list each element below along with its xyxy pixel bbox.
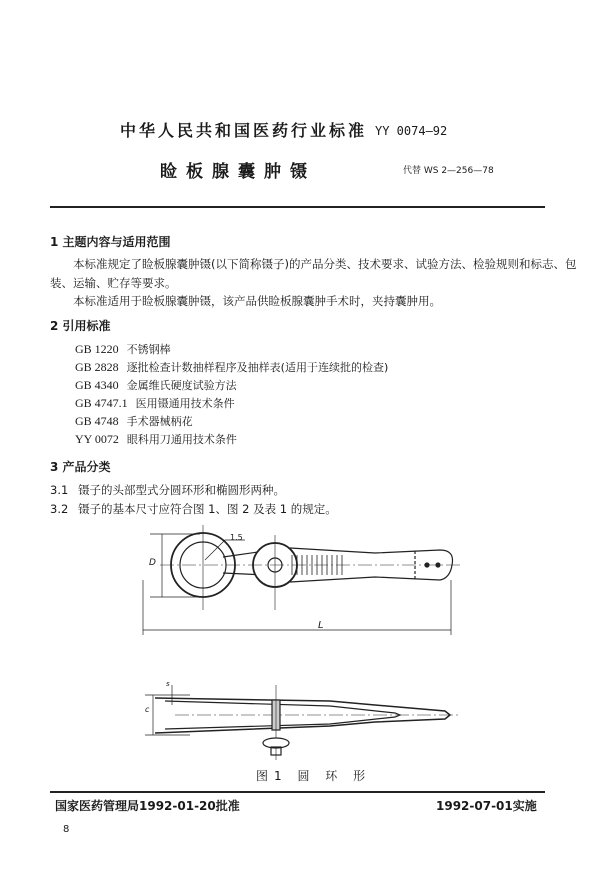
section-1-paragraph: 装、运输、贮存等要求。 [50, 276, 177, 290]
reference-code: GB 1220 [75, 342, 119, 356]
section-2-heading: 2 引用标准 [50, 319, 111, 333]
figure-caption: 图1 圆 环 形 [256, 769, 372, 783]
footer-rule [50, 791, 545, 793]
approval-note: 国家医药管理局1992-01-20批准 [55, 799, 240, 813]
dim-length-label: L [318, 620, 324, 631]
section-3-heading: 3 产品分类 [50, 460, 111, 474]
reference-title: 手术器械柄花 [126, 415, 193, 428]
dim-c-label: c [145, 705, 150, 714]
document-title: 睑板腺囊肿镊 [160, 162, 316, 182]
reference-code: GB 2828 [75, 360, 119, 374]
clause-text: 镊子的头部型式分圆环形和椭圆形两种。 [78, 483, 285, 497]
publisher-title: 中华人民共和国医药行业标准 [120, 121, 368, 140]
forceps-top-view-drawing [140, 520, 480, 650]
reference-item [75, 341, 171, 357]
reference-code: GB 4747.1 [75, 396, 128, 410]
reference-code: GB 4340 [75, 378, 119, 392]
clause-number: 3.2 [50, 502, 69, 516]
header-rule [50, 206, 545, 208]
reference-title: 逐批检查计数抽样程序及抽样表(适用于连续批的检查) [126, 361, 389, 374]
clause-number: 3.1 [50, 483, 69, 497]
reference-item [75, 395, 235, 411]
reference-title: 金属维氏硬度试验方法 [126, 379, 237, 392]
section-1-heading: 1 主题内容与适用范围 [50, 235, 171, 249]
clause-text: 镊子的基本尺寸应符合图 1、图 2 及表 1 的规定。 [78, 502, 337, 516]
standard-number: YY 0074—92 [375, 124, 448, 138]
reference-title: 眼科用刀通用技术条件 [126, 433, 237, 446]
clause-3-2 [50, 501, 337, 517]
reference-code: YY 0072 [75, 432, 119, 446]
reference-item [75, 413, 193, 429]
section-1-paragraph: 本标准规定了睑板腺囊肿镊(以下简称镊子)的产品分类、技术要求、试验方法、检验规则和标志、包 [73, 257, 577, 271]
reference-item [75, 359, 388, 375]
page-number: 8 [63, 824, 70, 835]
implementation-date: 1992-07-01实施 [436, 799, 537, 813]
replaces-note: 代替 WS 2—256—78 [403, 166, 494, 176]
forceps-side-view-drawing [140, 675, 480, 770]
reference-title: 医用镊通用技术条件 [135, 397, 235, 410]
reference-title: 不锈钢棒 [126, 343, 171, 356]
dim-thickness-label: 1.5 [230, 533, 243, 542]
reference-code: GB 4748 [75, 414, 119, 428]
reference-item [75, 377, 237, 393]
dim-diameter-label: D [149, 558, 156, 568]
clause-3-1 [50, 482, 285, 498]
section-1-paragraph: 本标准适用于睑板腺囊肿镊，该产品供睑板腺囊肿手术时，夹持囊肿用。 [73, 294, 441, 308]
dim-s-label: s [166, 680, 170, 688]
reference-item [75, 431, 237, 447]
